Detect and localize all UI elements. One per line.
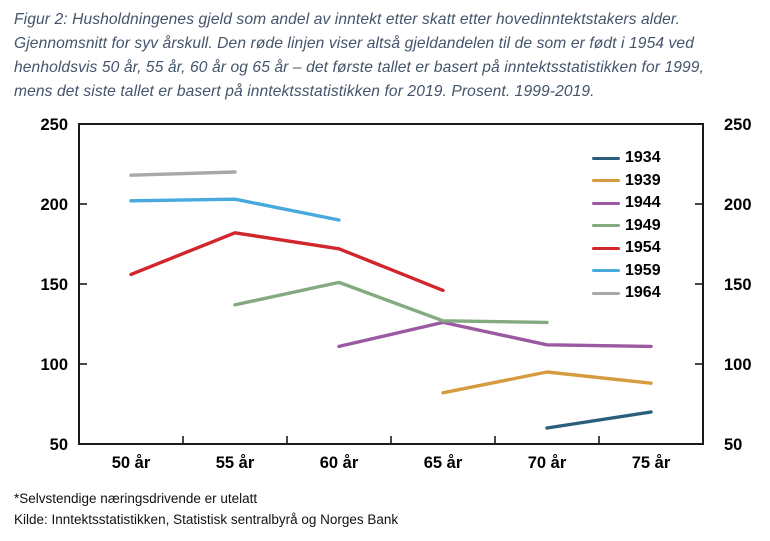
legend-item-1939	[592, 170, 661, 193]
legend-color-swatch	[592, 179, 620, 182]
y-axis-label-right: 100	[724, 356, 752, 374]
legend-label: 1939	[625, 171, 661, 189]
legend-color-swatch	[592, 224, 620, 227]
series-line-1939	[443, 372, 651, 393]
legend-label: 1944	[625, 194, 661, 212]
x-axis-label: 65 år	[423, 454, 463, 472]
title-line-4: mens det siste tallet er basert på inntektsstatistikken for 2019. Prosent. 1999-2019.	[14, 83, 595, 100]
y-axis-label-left: 250	[40, 116, 68, 134]
chart-footnotes	[14, 488, 398, 530]
footnote-source: Kilde: Inntektsstatistikken, Statistisk sentralbyrå og Norges Bank	[14, 512, 399, 527]
y-axis-label-left: 50	[49, 436, 68, 454]
legend-item-1964	[592, 282, 661, 305]
x-axis-label: 60 år	[319, 454, 359, 472]
x-axis-label: 70 år	[527, 454, 567, 472]
legend-color-swatch	[592, 202, 620, 205]
x-axis-label: 75 år	[631, 454, 671, 472]
x-axis-label: 55 år	[215, 454, 255, 472]
series-line-1959	[131, 199, 339, 220]
y-axis-label-right: 50	[724, 436, 743, 454]
x-axis-label: 50 år	[111, 454, 151, 472]
legend-item-1944	[592, 192, 661, 215]
y-axis-label-left: 200	[40, 196, 68, 214]
footnote-exclusion: *Selvstendige næringsdrivende er utelatt	[14, 491, 258, 506]
legend-color-swatch	[592, 292, 620, 295]
series-line-1949	[235, 282, 547, 322]
legend-label: 1959	[625, 261, 661, 279]
y-axis-label-left: 150	[40, 276, 68, 294]
y-axis-label-left: 100	[40, 356, 68, 374]
legend-label: 1934	[625, 149, 661, 167]
series-line-1944	[339, 322, 651, 346]
chart-legend	[592, 147, 661, 305]
y-axis-label-right: 150	[724, 276, 752, 294]
legend-item-1959	[592, 260, 661, 283]
legend-item-1934	[592, 147, 661, 170]
title-line-1: Figur 2: Husholdningenes gjeld som andel av inntekt etter skatt etter hovedinntektstakers alder.	[14, 11, 681, 28]
title-line-2: Gjennomsnitt for syv årskull. Den røde linjen viser altså gjeldandelen til de som er født i 1954 ved	[14, 35, 694, 52]
y-axis-label-right: 250	[724, 116, 752, 134]
figure-title	[14, 8, 762, 104]
legend-label: 1964	[625, 284, 661, 302]
legend-item-1949	[592, 215, 661, 238]
series-line-1934	[547, 412, 651, 428]
series-line-1964	[131, 172, 235, 175]
legend-label: 1949	[625, 216, 661, 234]
legend-item-1954	[592, 237, 661, 260]
legend-label: 1954	[625, 239, 661, 257]
legend-color-swatch	[592, 157, 620, 160]
series-line-1954	[131, 233, 443, 291]
legend-color-swatch	[592, 247, 620, 250]
title-line-3: henholdsvis 50 år, 55 år, 60 år og 65 år – det første tallet er basert på inntektsstatistikken for 1999,	[14, 59, 704, 76]
legend-color-swatch	[592, 269, 620, 272]
y-axis-label-right: 200	[724, 196, 752, 214]
